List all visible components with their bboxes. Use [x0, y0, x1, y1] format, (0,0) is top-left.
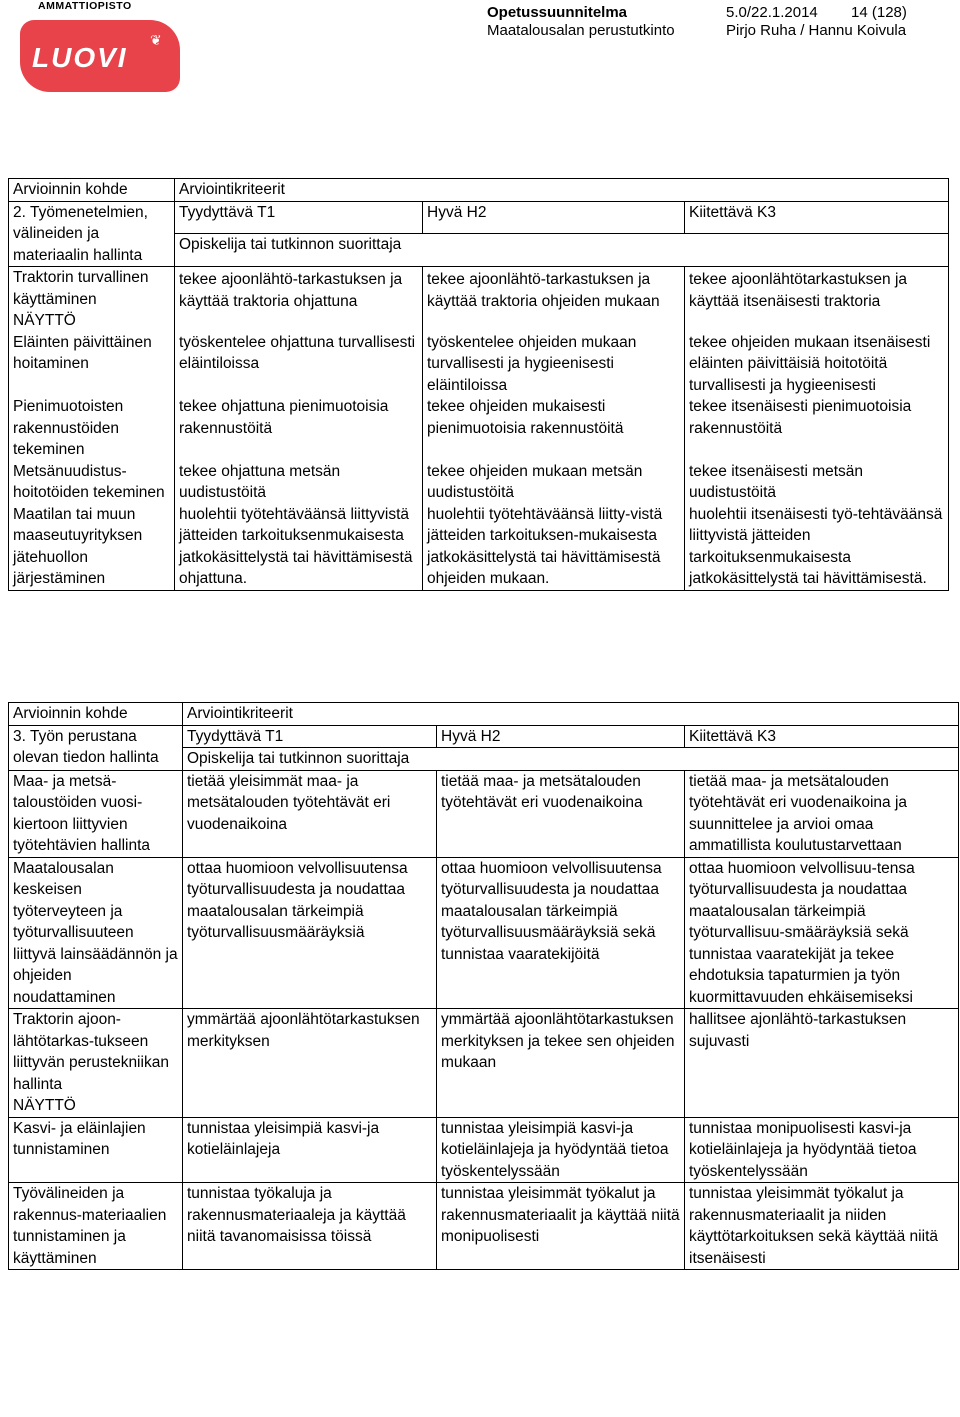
logo-top-text: AMMATTIOPISTO [38, 0, 132, 12]
row-h2: tietää maa- ja metsätalouden työtehtävät eri vuodenaikoina [437, 770, 685, 857]
grade-k3: Kiitettävä K3 [685, 725, 959, 748]
row-k3: tunnistaa monipuolisesti kasvi-ja kotieläinlajeja ja hyödyntää tietoa työskentelyssään [685, 1117, 959, 1183]
row-k3: huolehtii itsenäisesti työ-tehtäväänsä liittyvistä jätteiden tarkoituksenmukaisesta jatkokäsittelystä tai hävittämisestä. [685, 504, 949, 591]
row-t1: tekee ohjattuna metsän uudistustöitä [175, 461, 423, 504]
row-k3: ottaa huomioon velvollisuu-tensa työturvallisuudesta ja noudattaa maatalousalan tärkeimpiä työturvallisuu-smääräyksiä sekä tunnistaa vaaratekijät ja tekee ehdotuksia tapaturmien ja työn kuormittavuuden ehkäisemiseksi [685, 857, 959, 1009]
row-target: Maatilan tai muun maaseutuyrityksen jätehuollon järjestäminen [9, 504, 175, 591]
row-h2: huolehtii työtehtäväänsä liitty-vistä jätteiden tarkoituksen-mukaisesta jatkokäsittelystä tai hävittämisestä ohjeiden mukaan. [423, 504, 685, 591]
row-h2: ottaa huomioon velvollisuutensa työturvallisuudesta ja noudattaa maatalousalan tärkeimpiä työturvallisuusmääräyksiä sekä tunnistaa vaaratekijöitä [437, 857, 685, 1009]
section-title: 2. Työmenetelmien, välineiden ja materiaalin hallinta [9, 201, 175, 267]
table-row [9, 1183, 959, 1270]
row-h2: tunnistaa yleisimpiä kasvi-ja kotieläinlajeja ja hyödyntää tietoa työskentelyssään [437, 1117, 685, 1183]
row-t1: tunnistaa yleisimpiä kasvi-ja kotieläinlajeja [183, 1117, 437, 1183]
grade-t1: Tyydyttävä T1 [175, 201, 423, 234]
table-row [9, 461, 949, 504]
table-row [9, 504, 949, 591]
row-k3: tietää maa- ja metsätalouden työtehtävät eri vuodenaikoina ja suunnittelee ja arvioi omaa ammatillista koulutustarvettaan [685, 770, 959, 857]
col-header-target: Arvioinnin kohde [9, 703, 183, 726]
row-t1: tietää yleisimmät maa- ja metsätalouden työtehtävät eri vuodenaikoina [183, 770, 437, 857]
table-row [9, 770, 959, 857]
criteria-table-2 [8, 702, 959, 1270]
table-row [9, 267, 949, 332]
row-target: Pienimuotoisten rakennustöiden tekeminen [9, 396, 175, 461]
grade-t1: Tyydyttävä T1 [183, 725, 437, 748]
leaf-icon: ❦ [150, 32, 162, 48]
doc-page: 14 (128) [851, 4, 907, 21]
grade-h2: Hyvä H2 [437, 725, 685, 748]
row-h2: tunnistaa yleisimmät työkalut ja rakennusmateriaalit ja käyttää niitä monipuolisesti [437, 1183, 685, 1270]
row-target: Maa- ja metsä-taloustöiden vuosi-kiertoon liittyvien työtehtävien hallinta [9, 770, 183, 857]
naytto-tag: NÄYTTÖ [13, 312, 76, 329]
performer-label: Opiskelija tai tutkinnon suorittaja [183, 748, 959, 771]
row-t1: tekee ajoonlähtö-tarkastuksen ja käyttää traktoria ohjattuna [175, 267, 423, 332]
table-row [9, 1117, 959, 1183]
row-h2: tekee ohjeiden mukaisesti pienimuotoisia rakennustöitä [423, 396, 685, 461]
row-k3: tekee itsenäisesti pienimuotoisia rakennustöitä [685, 396, 949, 461]
col-header-criteria: Arviointikriteerit [183, 703, 959, 726]
table-row [9, 396, 949, 461]
row-k3: tekee ajoonlähtötarkastuksen ja käyttää itsenäisesti traktoria [685, 267, 949, 332]
row-t1: ottaa huomioon velvollisuutensa työturvallisuudesta ja noudattaa maatalousalan tärkeimpiä työturvallisuusmääräyksiä [183, 857, 437, 1009]
row-h2: työskentelee ohjeiden mukaan turvallisesti ja hygieenisesti eläintiloissa [423, 332, 685, 397]
row-target: Traktorin ajoon-lähtötarkas-tukseen liittyvän perustekniikan hallinta NÄYTTÖ [9, 1009, 183, 1118]
row-t1: tunnistaa työkaluja ja rakennusmateriaaleja ja käyttää niitä tavanomaisissa töissä [183, 1183, 437, 1270]
row-t1: ymmärtää ajoonlähtötarkastuksen merkityksen [183, 1009, 437, 1118]
row-target: Maatalousalan keskeisen työterveyteen ja työturvallisuuteen liittyvä lainsäädännön ja ohjeiden noudattaminen [9, 857, 183, 1009]
criteria-table-1 [8, 178, 949, 591]
doc-authors: Pirjo Ruha / Hannu Koivula [726, 22, 907, 39]
performer-label: Opiskelija tai tutkinnon suorittaja [175, 234, 949, 267]
row-k3: tunnistaa yleisimmät työkalut ja rakennusmateriaalit ja niiden käyttötarkoituksen sekä käyttää niitä itsenäisesti [685, 1183, 959, 1270]
row-target: Työvälineiden ja rakennus-materiaalien tunnistaminen ja käyttäminen [9, 1183, 183, 1270]
table-row [9, 332, 949, 397]
grade-h2: Hyvä H2 [423, 201, 685, 234]
table-row [9, 1009, 959, 1118]
table-row [9, 857, 959, 1009]
doc-title: Opetussuunnitelma [487, 4, 628, 21]
row-h2: tekee ajoonlähtö-tarkastuksen ja käyttää traktoria ohjeiden mukaan [423, 267, 685, 332]
row-t1: huolehtii työtehtäväänsä liittyvistä jätteiden tarkoituksenmukaisesta jatkokäsittelystä tai hävittämisestä ohjattuna. [175, 504, 423, 591]
row-k3: hallitsee ajonlähtö-tarkastuksen sujuvasti [685, 1009, 959, 1118]
row-k3: tekee itsenäisesti metsän uudistustöitä [685, 461, 949, 504]
row-target: Eläinten päivittäinen hoitaminen [9, 332, 175, 397]
col-header-target: Arvioinnin kohde [9, 179, 175, 202]
row-target: Metsänuudistus-hoitotöiden tekeminen [9, 461, 175, 504]
row-k3: tekee ohjeiden mukaan itsenäisesti eläinten päivittäisiä hoitotöitä turvallisesti ja hygieenisesti [685, 332, 949, 397]
row-target: Kasvi- ja eläinlajien tunnistaminen [9, 1117, 183, 1183]
row-h2: ymmärtää ajoonlähtötarkastuksen merkityksen ja tekee sen ohjeiden mukaan [437, 1009, 685, 1118]
naytto-tag: NÄYTTÖ [13, 1097, 76, 1114]
logo-brand-name: LUOVI [32, 42, 128, 73]
col-header-criteria: Arviointikriteerit [175, 179, 949, 202]
section-title: 3. Työn perustana olevan tiedon hallinta [9, 725, 183, 770]
grade-k3: Kiitettävä K3 [685, 201, 949, 234]
doc-version: 5.0/22.1.2014 [726, 4, 818, 21]
row-t1: työskentelee ohjattuna turvallisesti eläintiloissa [175, 332, 423, 397]
row-h2: tekee ohjeiden mukaan metsän uudistustöitä [423, 461, 685, 504]
doc-subtitle: Maatalousalan perustutkinto [487, 22, 675, 39]
row-target: Traktorin turvallinen käyttäminen NÄYTTÖ [9, 267, 175, 332]
row-t1: tekee ohjattuna pienimuotoisia rakennustöitä [175, 396, 423, 461]
